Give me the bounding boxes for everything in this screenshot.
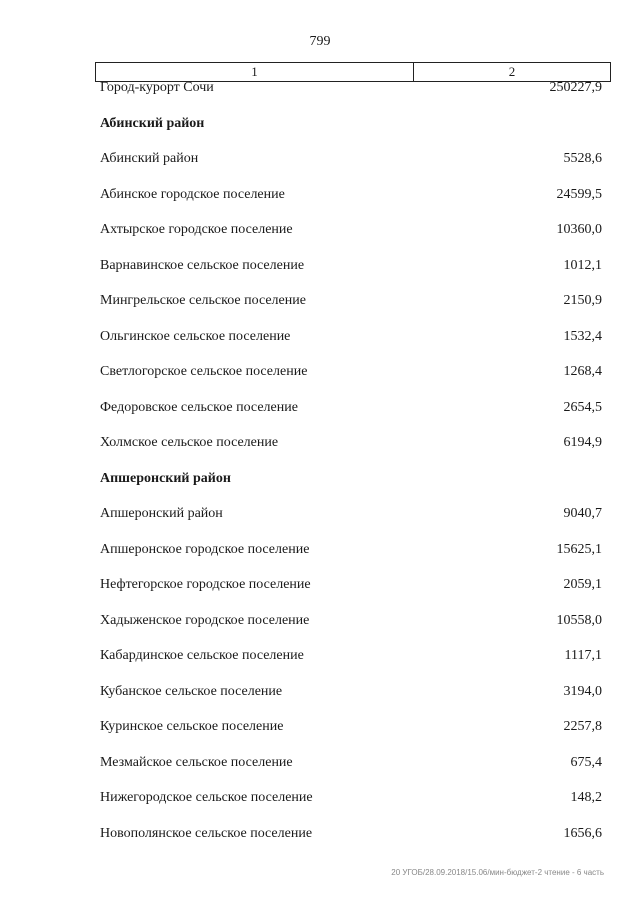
- row-name: Абинский район: [100, 151, 199, 166]
- row-value: 1532,4: [563, 328, 602, 344]
- row-name: Апшеронский район: [100, 506, 223, 521]
- row-value: 2150,9: [563, 293, 602, 308]
- table-row: [0, 258, 640, 280]
- row-name: Абинский район: [100, 115, 205, 131]
- row-name: Абинское городское поселение: [100, 186, 285, 202]
- row-name: Город-курорт Сочи: [100, 80, 214, 95]
- row-value: 148,2: [570, 790, 602, 805]
- table-header-col1: 1: [96, 63, 414, 81]
- row-name: Мезмайское сельское поселение: [100, 754, 293, 770]
- row-name: Нефтегорское городское поселение: [100, 577, 311, 592]
- row-value: 250227,9: [549, 80, 602, 95]
- row-value: 6194,9: [563, 435, 602, 450]
- row-name: Мингрельское сельское поселение: [100, 293, 306, 308]
- row-name: Новополянское сельское поселение: [100, 825, 313, 841]
- row-name: Кабардинское сельское поселение: [100, 648, 304, 663]
- table-row: [0, 826, 640, 848]
- row-name: Варнавинское сельское поселение: [100, 257, 305, 273]
- row-name: Апшеронское городское поселение: [100, 541, 310, 557]
- row-value: 3194,0: [563, 683, 602, 699]
- row-value: 1268,4: [563, 364, 602, 379]
- row-value: 1656,6: [563, 825, 602, 841]
- table-row: [0, 506, 640, 528]
- table-row: [0, 684, 640, 706]
- row-name: Хадыженское городское поселение: [100, 612, 310, 628]
- row-value: 1117,1: [564, 648, 602, 663]
- row-name: Ахтырское городское поселение: [100, 222, 293, 237]
- table-row: [0, 187, 640, 209]
- row-value: 2654,5: [563, 399, 602, 415]
- page-number: 799: [309, 34, 331, 49]
- table-row: [0, 364, 640, 386]
- table-row: [0, 613, 640, 635]
- table-row: [0, 648, 640, 670]
- table-row: [0, 151, 640, 173]
- row-name: Куринское сельское поселение: [100, 719, 284, 734]
- row-value: 15625,1: [556, 541, 602, 557]
- table-row: [0, 790, 640, 812]
- table-row: [0, 435, 640, 457]
- row-value: 10558,0: [556, 612, 602, 628]
- row-value: 9040,7: [563, 506, 602, 521]
- row-value: 5528,6: [563, 151, 602, 166]
- table-row: [0, 400, 640, 422]
- table-header: [95, 62, 611, 82]
- row-value: 675,4: [570, 754, 602, 770]
- table-row: [0, 293, 640, 315]
- table-row: [0, 542, 640, 564]
- table-row: [0, 719, 640, 741]
- row-name: Федоровское сельское поселение: [100, 399, 298, 415]
- table-row: [0, 80, 640, 102]
- row-value: 1012,1: [563, 257, 602, 273]
- section-heading: [0, 471, 640, 493]
- row-name: Светлогорское сельское поселение: [100, 364, 308, 379]
- footer-note: 20 УГОБ/28.09.2018/15.06/мин-бюджет-2 чтение - 6 часть: [391, 868, 604, 877]
- row-value: 10360,0: [556, 222, 602, 237]
- row-name: Нижегородское сельское поселение: [100, 790, 313, 805]
- row-value: 2257,8: [563, 719, 602, 734]
- row-value: 2059,1: [563, 577, 602, 592]
- table-header-col2: 2: [508, 64, 516, 79]
- row-name: Холмское сельское поселение: [100, 435, 279, 450]
- row-name: Апшеронский район: [100, 470, 231, 486]
- table-row: [0, 329, 640, 351]
- table-row: [0, 222, 640, 244]
- row-name: Кубанское сельское поселение: [100, 683, 283, 699]
- table-row: [0, 577, 640, 599]
- row-name: Ольгинское сельское поселение: [100, 328, 291, 344]
- section-heading: [0, 116, 640, 138]
- row-value: 24599,5: [556, 186, 602, 202]
- table-row: [0, 755, 640, 777]
